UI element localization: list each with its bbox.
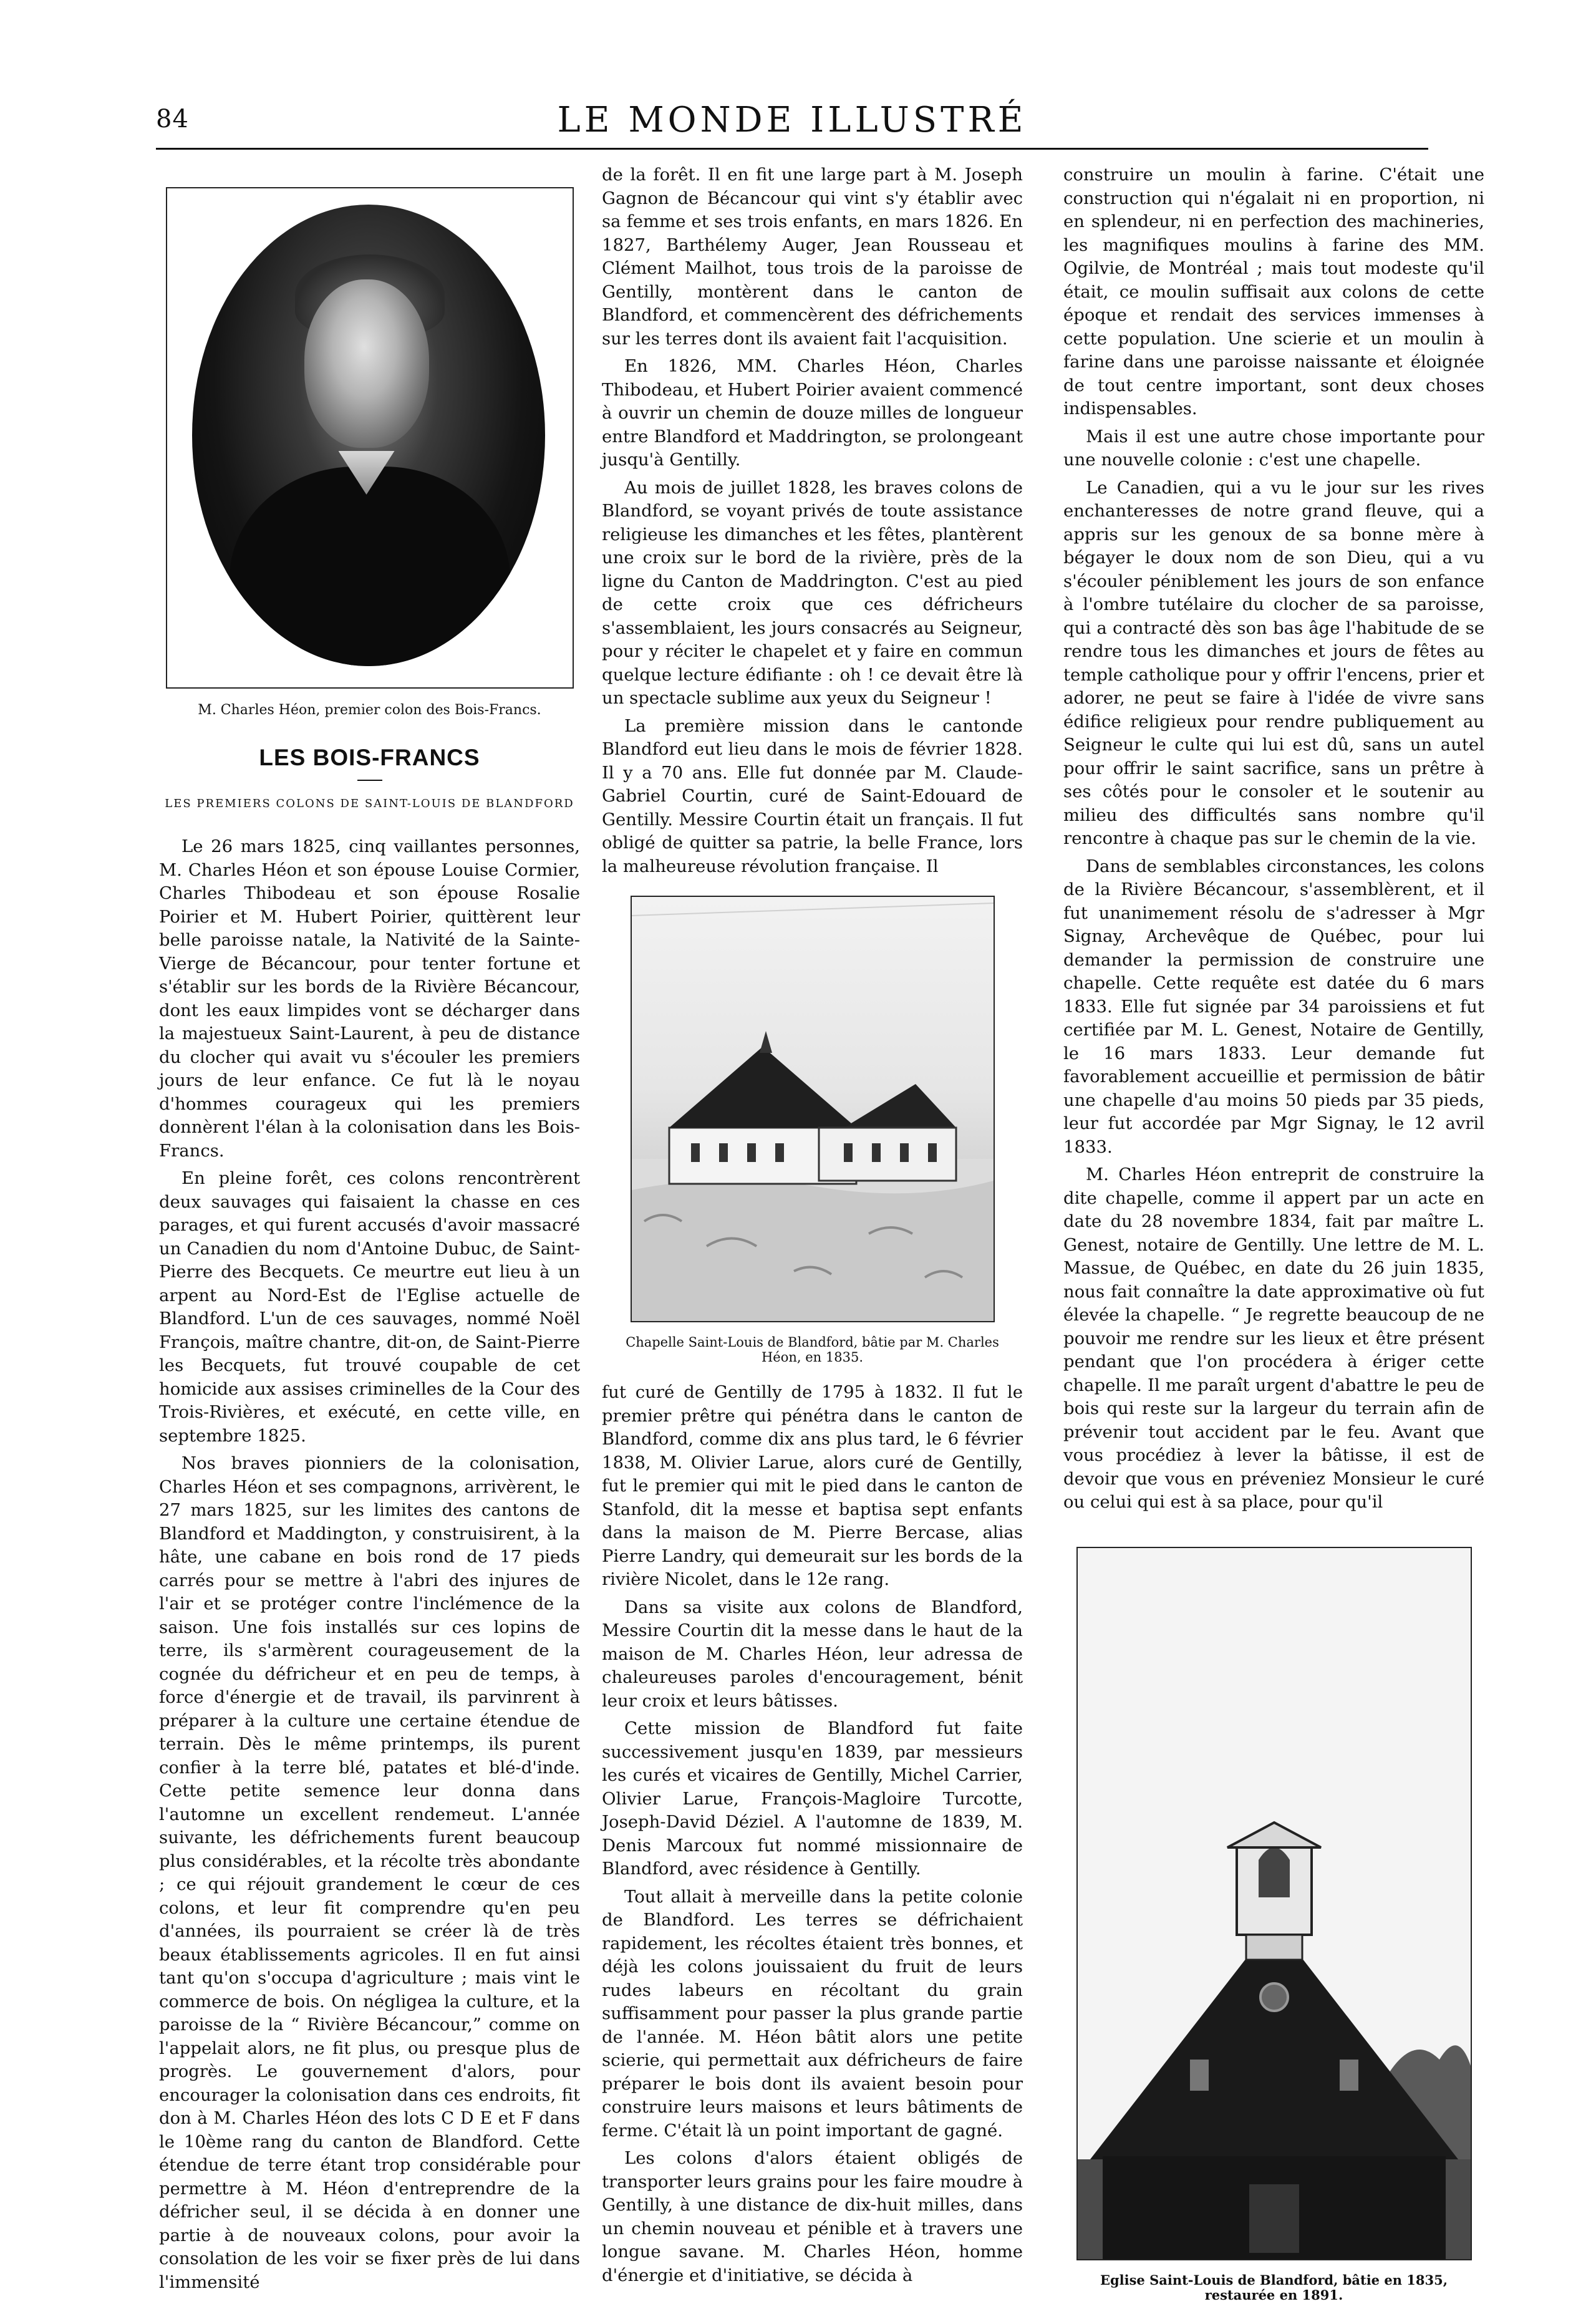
article-paragraph: Le 26 mars 1825, cinq vaillantes personnes, M. Charles Héon et son épouse Louise Cormier, Charles Thibodeau et son épouse Rosalie Poirier et M. Hubert Poirier, quittèrent leur belle paroisse natale, la Nativité de la Sainte-Vierge de Bécancour, pour tenter fortune et s'établir sur les bords de la Rivière Bécancour, dont les eaux limpides vont se décharger dans la majestueux Saint-Laurent, à peu de distance du clocher qui avait vu s'écouler les premiers jours de leur enfance. Ce fut là le noyau d'hommes courageux qui les premiers donnèrent l'élan à la colonisation dans les Bois-Francs. <box>159 836 580 1161</box>
article-paragraph: Dans sa visite aux colons de Blandford, Messire Courtin dit la messe dans le haut de la maison de M. Charles Héon, leur adressa de chaleureuses paroles d'encouragement, bénit leur croix et leurs bâtisses. <box>602 1597 1023 1711</box>
article-paragraph: Les colons d'alors étaient obligés de transporter leurs grains pour les faire moudre à Gentilly, à une distance de dix-huit milles, dans un chemin nouveau et pénible et à travers une longue savane. M. Charles Héon, homme d'énergie et d'initiative, se décida à <box>602 2148 1023 2285</box>
article-paragraph: fut curé de Gentilly de 1795 à 1832. Il fut le premier prêtre qui pénétra dans le canton de Blandford, comme dix ans plus tard, le 6 février 1838, M. Olivier Larue, alors curé de Gentilly, fut le premier qui mit le pied dans le canton de Stanfold, dit la messe et baptisa sept enfants dans la maison de M. Pierre Bercase, alias Pierre Landry, qui demeurait sur les bords de la rivière Nicolet, dans le 12e rang. <box>602 1382 1023 1589</box>
article-paragraph: Mais il est une autre chose importante pour une nouvelle colonie : c'est une chapelle. <box>1063 426 1484 470</box>
header-rule <box>156 148 1428 150</box>
portrait-oval <box>192 205 545 666</box>
article-paragraph: construire un moulin à farine. C'était une construction qui n'égalait ni en proportion, ni en splendeur, ni en perfection des machineries, les magnifiques moulins à farine des MM. Ogilvie, de Montréal ; mais tout modeste qu'il était, ce moulin suffisait aux colons de cette époque et rendait des services immenses à cette population. Une scierie et un moulin à farine dans une paroisse naissante et éloignée de tout centre important, sont deux choses indispensables. <box>1063 165 1484 419</box>
page-header <box>156 100 1428 143</box>
portrait-coat <box>230 467 510 666</box>
portrait-photo <box>166 187 574 689</box>
portrait-face <box>304 279 429 448</box>
chapel-caption: Chapelle Saint-Louis de Blandford, bâtie par M. Charles Héon, en 1835. <box>626 1335 999 1365</box>
section-subtitle: LES PREMIERS COLONS DE SAINT-LOUIS DE BLANDFORD <box>165 796 574 810</box>
article-paragraph: M. Charles Héon entreprit de construire la dite chapelle, comme il appert par un acte en date du 28 novembre 1834, fait par maître L. Genest, notaire de Gentilly. Une lettre de M. L. Massue, de Québec, en date du 26 juin 1835, nous fait connaître la date approximative où fut élevée la chapelle. “ Je regrette beaucoup de ne pouvoir me rendre sur les lieux et être présent pendant que l'on procédera à ériger cette chapelle. Il me paraît urgent d'abattre le peu de bois qui reste sur la largeur du terrain afin de prévenir tout accident par le feu. Avant que vous procédiez à lever la bâtisse, il est de devoir que vous en préveniez Monsieur le curé ou celui qui est à sa place, pour qu'il <box>1063 1164 1484 1512</box>
portrait-caption: M. Charles Héon, premier colon des Bois-Francs. <box>198 702 541 718</box>
title-divider <box>357 780 382 781</box>
column-3 <box>1063 163 1484 2319</box>
article-paragraph: Nos braves pionniers de la colonisation, Charles Héon et ses compagnons, arrivèrent, le 27 mars 1825, sur les limites des cantons de Blandford et Maddington, y construisirent, à la hâte, une cabane en bois rond de 17 pieds carrés pour se mettre à l'abri des injures de l'air et se protéger contre l'inclémence de la saison. Une fois installés sur ces lopins de terre, ils s'armèrent courageusement de la cognée du défricheur et en peu de temps, à force d'énergie et de travail, ils parvinrent à préparer à la culture une certaine étendue de terrain. Dès le même printemps, ils purent confier à la terre blé, patates et blé-d'inde. Cette petite semence leur donna dans l'automne un excellent rendemeut. L'année suivante, les défrichements furent beaucoup plus considérables, et la récolte très abondante ; ce qui réjouit grandement le cœur de ces colons, et leur fit comprendre qu'en peu d'années, ils pourraient se créer là de très beaux établissements agricoles. Il en fut ainsi tant qu'on s'occupa d'agriculture ; mais vint le commerce de bois. On négligea la culture, et la paroisse de la “ Rivière Bécancour,” comme on l'appelait alors, ne fit plus, ou presque plus de progrès. Le gouvernement d'alors, pour encourager la colonisation dans ces endroits, fit don à M. Charles Héon des lots C D E et F dans le 10ème rang du canton de Blandford. Cette étendue de terre étant trop considérable pour permettre à M. Héon d'entreprendre de la défricher seul, il se décida à en donner une partie à de nouveaux colons, pour avoir la consolation de les voir se fixer près de lui dans l'immensité <box>159 1453 580 2292</box>
church-caption: Eglise Saint-Louis de Blandford, bâtie en 1835, restaurée en 1891. <box>1100 2272 1448 2303</box>
page-number: 84 <box>156 105 189 133</box>
column-1 <box>159 163 580 2298</box>
article-paragraph: de la forêt. Il en fit une large part à M. Joseph Gagnon de Bécancour qui vint s'y établir avec sa femme et ses trois enfants, en mars 1826. En 1827, Barthélemy Auger, Jean Rousseau et Clément Mailhot, tous trois de la paroisse de Gentilly, montèrent dans le canton de Blandford, et commencèrent des défrichements sur les terres dont ils avaient fait l'acquisition. <box>602 165 1023 349</box>
article-paragraph: La première mission dans le cantonde Blandford eut lieu dans le mois de février 1828. Il y a 70 ans. Elle fut donnée par M. Claude-Gabriel Courtin, curé de Saint-Edouard de Gentilly. Messire Courtin était un français. Il fut obligé de quitter sa patrie, la belle France, lors la malheureuse révolution française. Il <box>602 715 1023 876</box>
church-photo <box>1076 1547 1472 2260</box>
article-paragraph: En 1826, MM. Charles Héon, Charles Thibodeau, et Hubert Poirier avaient commencé à ouvrir un chemin de douze milles de longueur entre Blandford et Maddrington, se prolongeant jusqu'à Gentilly. <box>602 356 1023 470</box>
church-illustration <box>1078 1548 1471 2259</box>
chapel-illustration <box>632 897 994 1321</box>
column-2 <box>602 163 1023 2292</box>
article-paragraph: Au mois de juillet 1828, les braves colons de Blandford, se voyant privés de toute assistance religieuse les dimanches et les fêtes, plantèrent une croix sur le bord de la rivière, près de la ligne du Canton de Maddrington. C'est au pied de cette croix que ces défricheurs s'assemblaient, les jours consacrés au Seigneur, pour y réciter le chapelet et y faire en commun quelque lecture édifiante : oh ! ce devait être là un spectacle sublime aux yeux du Seigneur ! <box>602 477 1023 708</box>
masthead-title: LE MONDE ILLUSTRÉ <box>557 100 1027 140</box>
section-title: LES BOIS-FRANCS <box>259 745 480 770</box>
article-paragraph: Dans de semblables circonstances, les colons de la Rivière Bécancour, s'assemblèrent, et il fut unanimement résolu de s'adresser à Mgr Signay, Archevêque de Québec, pour lui demander la permission de construire une chapelle. Cette requête est datée du 6 mars 1833. Elle fut signée par 34 paroissiens et fut certifiée par M. L. Genest, Notaire de Gentilly, le 16 mars 1833. Leur demande fut favorablement accueillie et permission de bâtir une chapelle d'au moins 50 pieds par 35 pieds, leur fut accordée par Mgr Signay, le 12 avril 1833. <box>1063 856 1484 1157</box>
article-paragraph: Cette mission de Blandford fut faite successivement jusqu'en 1839, par messieurs les curés et vicaires de Gentilly, Michel Carrier, Olivier Larue, François-Magloire Turcotte, Joseph-David Déziel. A l'automne de 1839, M. Denis Marcoux fut nommé missionnaire de Blandford, avec résidence à Gentilly. <box>602 1718 1023 1879</box>
article-paragraph: Le Canadien, qui a vu le jour sur les rives enchanteresses de notre grand fleuve, qui a appris sur les genoux de sa bonne mère à bégayer le doux nom de son Dieu, qui a vu s'écouler péniblement les jours de son enfance à l'ombre tutélaire du clocher de sa paroisse, qui a contracté dès son bas âge l'habitude de se rendre tous les dimanches et jours de fêtes au temple catholique pour y offrir l'encens, prier et adorer, ne peut se faire à l'idée de vivre sans édifice religieux pour rendre publiquement au Seigneur le culte qui lui est dû, sans un autel pour offrir le saint sacrifice, sans un prêtre à ses côtés pour le consoler et le soutenir au milieu des difficultés sans nombre qu'il rencontre à chaque pas sur le chemin de la vie. <box>1063 477 1484 848</box>
article-paragraph: En pleine forêt, ces colons rencontrèrent deux sauvages qui faisaient la chasse en ces parages, et qui furent accusés d'avoir massacré un Canadien du nom d'Antoine Dubuc, de Saint-Pierre des Becquets. Ce meurtre eut lieu à un arpent au Nord-Est de l'Eglise actuelle de Blandford. L'un de ces sauvages, nommé Noël François, maître chantre, dit-on, de Saint-Pierre les Becquets, fut trouvé coupable de cet homicide aux assises criminelles de la Cour des Trois-Rivières, et exécuté, en cette ville, en septembre 1825. <box>159 1168 580 1446</box>
article-paragraph: Tout allait à merveille dans la petite colonie de Blandford. Les terres se défrichaient rapidement, les récoltes étaient très bonnes, et déjà les colons jouissaient du fruit de leurs rudes labeurs en récoltant du grain suffisamment pour passer la plus grande partie de l'année. M. Héon bâtit alors une petite scierie, qui permettait aux défricheurs de faire préparer le bois dont ils avaient besoin pour construire leurs maisons et leurs bâtiments de ferme. C'était là un point important de gagné. <box>602 1886 1023 2141</box>
chapel-photo <box>631 896 995 1322</box>
